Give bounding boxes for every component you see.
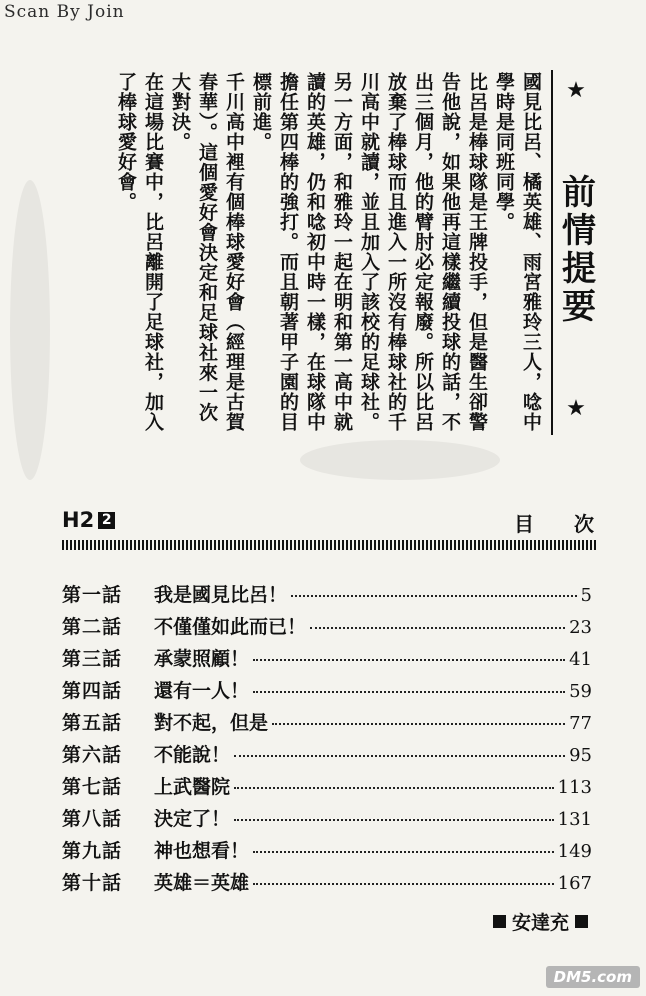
- square-bullet-icon: [493, 915, 506, 928]
- toc-header: [62, 508, 634, 538]
- square-bullet-icon: [575, 915, 588, 928]
- chapter-number: 第四話: [62, 680, 123, 702]
- toc-entry: [62, 676, 592, 708]
- dot-leader: [291, 595, 577, 597]
- dot-leader: [310, 627, 565, 629]
- dot-leader: [253, 851, 554, 853]
- dot-leader: [234, 787, 554, 789]
- star-icon: ★: [566, 78, 586, 103]
- chapter-number: 第六話: [62, 744, 123, 766]
- toc-entry: [62, 868, 592, 900]
- chapter-title: 不能說！: [154, 744, 231, 766]
- chapter-title: 英雄＝英雄: [154, 872, 250, 894]
- chapter-title: 承蒙照顧！: [154, 648, 250, 670]
- chapter-title: 上武醫院: [154, 776, 231, 798]
- chapter-title: 對不起，但是: [154, 712, 269, 734]
- summary-paragraph: 在這場比賽中，比呂離開了足球社，加入了棒球愛好會。: [115, 72, 164, 432]
- chapter-page: 5: [580, 585, 592, 606]
- toc-title: 目次: [514, 512, 634, 536]
- toc-entry: [62, 644, 592, 676]
- dot-leader: [253, 691, 565, 693]
- scan-credit: Scan By Join: [4, 2, 125, 22]
- summary-paragraph: 千川高中裡有個棒球愛好會（經理是古賀春華）。這個愛好會決定和足球社來一次大對決。: [169, 72, 245, 432]
- dot-leader: [253, 883, 554, 885]
- chapter-page: 77: [569, 713, 592, 734]
- series-logo: [62, 508, 115, 532]
- chapter-page: 167: [557, 873, 592, 894]
- chapter-title: 我是國見比呂！: [154, 584, 288, 606]
- chapter-page: 41: [569, 649, 592, 670]
- toc-entry: [62, 740, 592, 772]
- chapter-number: 第五話: [62, 712, 123, 734]
- toc-rule: [62, 540, 596, 550]
- chapter-page: 59: [569, 681, 592, 702]
- author-credit: [493, 908, 588, 935]
- toc-entry: [62, 836, 592, 868]
- chapter-number: 第八話: [62, 808, 123, 830]
- chapter-number: 第一話: [62, 584, 123, 606]
- toc-entry: [62, 708, 592, 740]
- chapter-number: 第七話: [62, 776, 123, 798]
- summary-heading: [555, 78, 596, 421]
- summary-paragraph: 另一方面，和雅玲一起在明和第一高中就讀的英雄，仍和唸初中時一樣，在球隊中擔任第四棒的強打。而且朝著甲子園的目標前進。: [250, 72, 353, 432]
- star-icon: ★: [566, 396, 586, 421]
- chapter-page: 23: [569, 617, 592, 638]
- chapter-number: 第二話: [62, 616, 123, 638]
- chapter-number: 第十話: [62, 872, 123, 894]
- summary-paragraph: 國見比呂、橘英雄、雨宮雅玲三人，唸中學時是同班同學。: [493, 72, 542, 432]
- chapter-number: 第九話: [62, 840, 123, 862]
- author-name: 安達充: [511, 912, 569, 934]
- chapter-page: 149: [557, 841, 592, 862]
- dot-leader: [234, 819, 554, 821]
- dot-leader: [272, 723, 565, 725]
- summary-paragraph: 比呂是棒球隊是王牌投手，但是醫生卻警告他說，如果他再這樣繼續投球的話，不出三個月，他的臂肘必定報廢。所以比呂放棄了棒球而且進入一所沒有棒球社的千川高中就讀，並且加入了該校的足球社。: [358, 72, 488, 432]
- dot-leader: [253, 659, 565, 661]
- site-watermark: DM5.com: [546, 966, 640, 988]
- toc-entry: [62, 612, 592, 644]
- toc-entry: [62, 772, 592, 804]
- summary-title: 前情提要: [555, 174, 596, 326]
- chapter-page: 113: [557, 777, 592, 798]
- chapter-title: 決定了！: [154, 808, 231, 830]
- toc-entry: [62, 580, 592, 612]
- series-name: H2: [62, 508, 95, 532]
- chapter-title: 神也想看！: [154, 840, 250, 862]
- summary-body: [64, 72, 544, 432]
- chapter-title: 還有一人！: [154, 680, 250, 702]
- chapter-page: 131: [557, 809, 592, 830]
- chapter-page: 95: [569, 745, 592, 766]
- toc-entry: [62, 804, 592, 836]
- dot-leader: [234, 755, 565, 757]
- toc-list: [62, 580, 592, 900]
- chapter-title: 不僅僅如此而已！: [154, 616, 307, 638]
- volume-number: 2: [98, 512, 115, 529]
- chapter-number: 第三話: [62, 648, 123, 670]
